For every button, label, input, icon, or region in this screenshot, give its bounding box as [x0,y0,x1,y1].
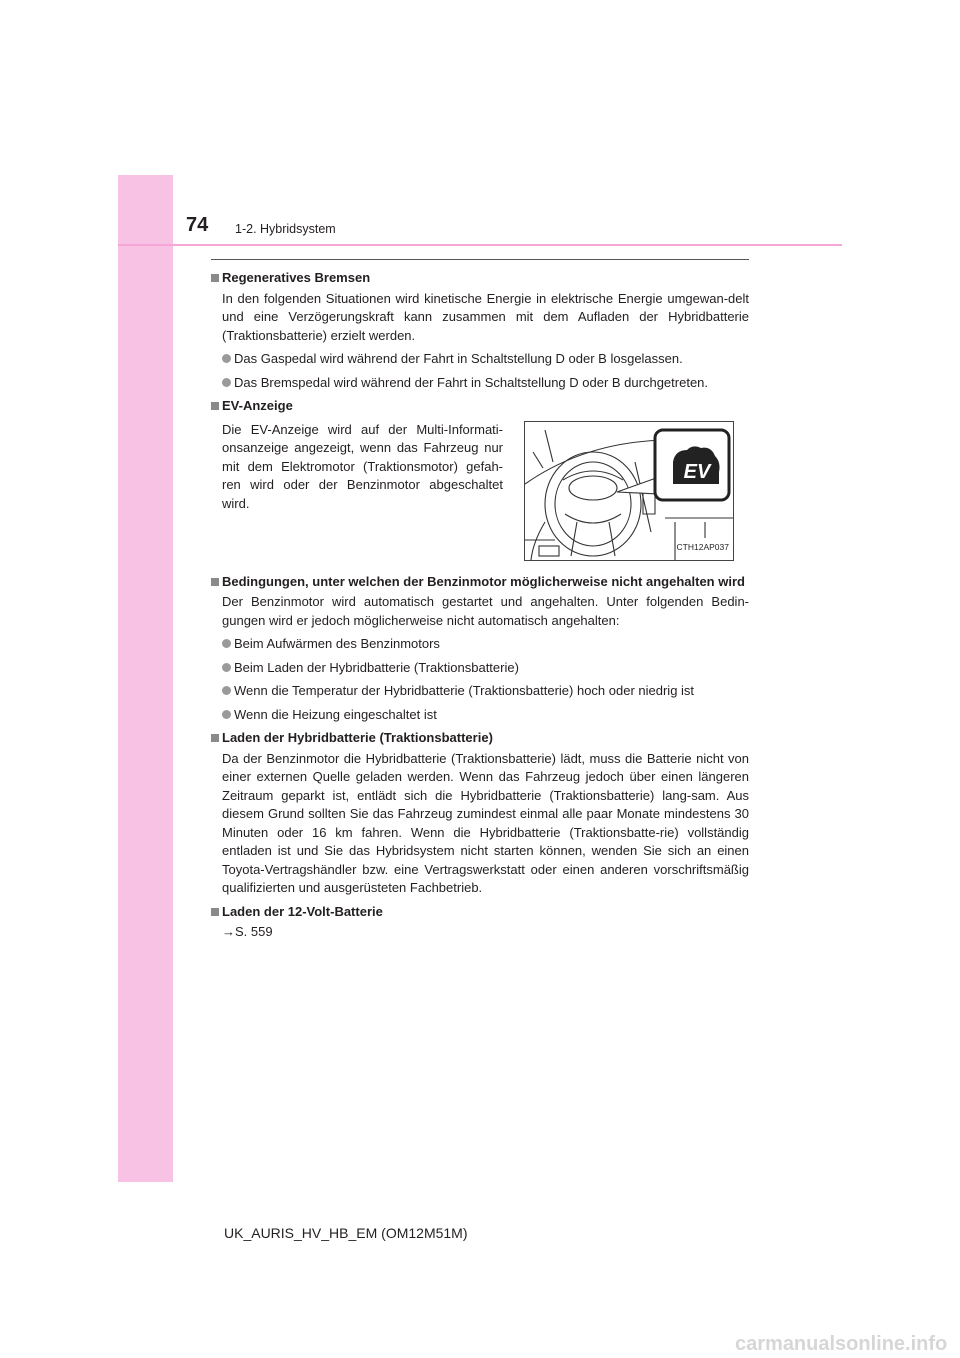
list-item: Wenn die Heizung eingeschaltet ist [222,706,749,725]
list-item: Beim Aufwärmen des Benzinmotors [222,635,749,654]
square-bullet-icon [211,734,219,742]
round-bullet-icon [222,710,231,719]
heading-charging: Laden der Hybridbatterie (Traktionsbatterie) [211,729,749,748]
page-side-tab [118,175,173,1182]
heading-regen: Regeneratives Bremsen [211,269,749,288]
ev-icon-label: EV [683,460,711,483]
page-content [211,264,749,942]
header-rule [118,244,842,246]
heading-conditions: Bedingungen, unter welchen der Benzinmotor möglicherweise nicht angehalten wird [211,573,749,592]
round-bullet-icon [222,639,231,648]
watermark: carmanualsonline.info [735,1333,948,1355]
content-top-rule [211,259,749,260]
page-number: 74 [186,214,209,236]
square-bullet-icon [211,578,219,586]
ev-figure [524,421,734,561]
section-title: 1-2. Hybridsystem [235,222,336,236]
charging-text: Da der Benzinmotor die Hybridbatterie (Traktionsbatterie) lädt, muss die Batterie nicht von einer externen Quelle geladen werden. Wenn das Fahrzeug jedoch über einen längeren Zeitraum geparkt ist, entlädt sich die Hybridbatterie (Traktionsbatterie) lang-sam. Aus diesem Grund sollten Sie das Fahrzeug zumindest einmal alle paar Monate mindestens 30 Minuten oder 16 km fahren. Wenn die Hybridbatterie (Traktionsbatte-rie) vollständig entladen ist und Sie das Hybridsystem nicht starten können, wenden Sie sich an einen Toyota-Vertragshändler bzw. eine Vertragswerkstatt oder einen anderen vorschriftsmäßig qualifizierten und ausgerüsteten Fachbetrieb. [222,750,749,895]
square-bullet-icon [211,402,219,410]
heading-ev: EV-Anzeige [211,397,749,416]
figure-label: CTH12AP037 [677,538,729,557]
list-item: Das Bremspedal wird während der Fahrt in Schaltstellung D oder B durchgetreten. [222,374,749,393]
round-bullet-icon [222,686,231,695]
ev-text: Die EV-Anzeige wird auf der Multi-Informati-onsanzeige angezeigt, wenn das Fahrzeug nur mit dem Elektromotor (Traktionsmotor) gefah-ren wird oder der Benzinmotor abgeschaltet wird. [222,421,503,511]
page-reference-link[interactable]: →S. 559 [222,924,273,939]
list-item: Beim Laden der Hybridbatterie (Traktionsbatterie) [222,659,749,678]
regen-text: In den folgenden Situationen wird kinetische Energie in elektrische Energie umgewan-delt und eine Verzögerungskraft kann zusammen mit dem Aufladen der Hybridbatterie (Traktionsbatterie) erzielt werden. [222,290,749,343]
footer-doc-id: UK_AURIS_HV_HB_EM (OM12M51M) [224,1225,468,1241]
round-bullet-icon [222,663,231,672]
square-bullet-icon [211,274,219,282]
list-item: Das Gaspedal wird während der Fahrt in Schaltstellung D oder B losgelassen. [222,350,749,369]
list-item: Wenn die Temperatur der Hybridbatterie (Traktionsbatterie) hoch oder niedrig ist [222,682,749,701]
round-bullet-icon [222,378,231,387]
heading-battery12: Laden der 12-Volt-Batterie [211,903,749,922]
ev-block [211,418,749,568]
square-bullet-icon [211,908,219,916]
conditions-text: Der Benzinmotor wird automatisch gestartet und angehalten. Unter folgenden Bedin-gungen wird er jedoch möglicherweise nicht automatisch angehalten: [222,594,749,628]
round-bullet-icon [222,354,231,363]
